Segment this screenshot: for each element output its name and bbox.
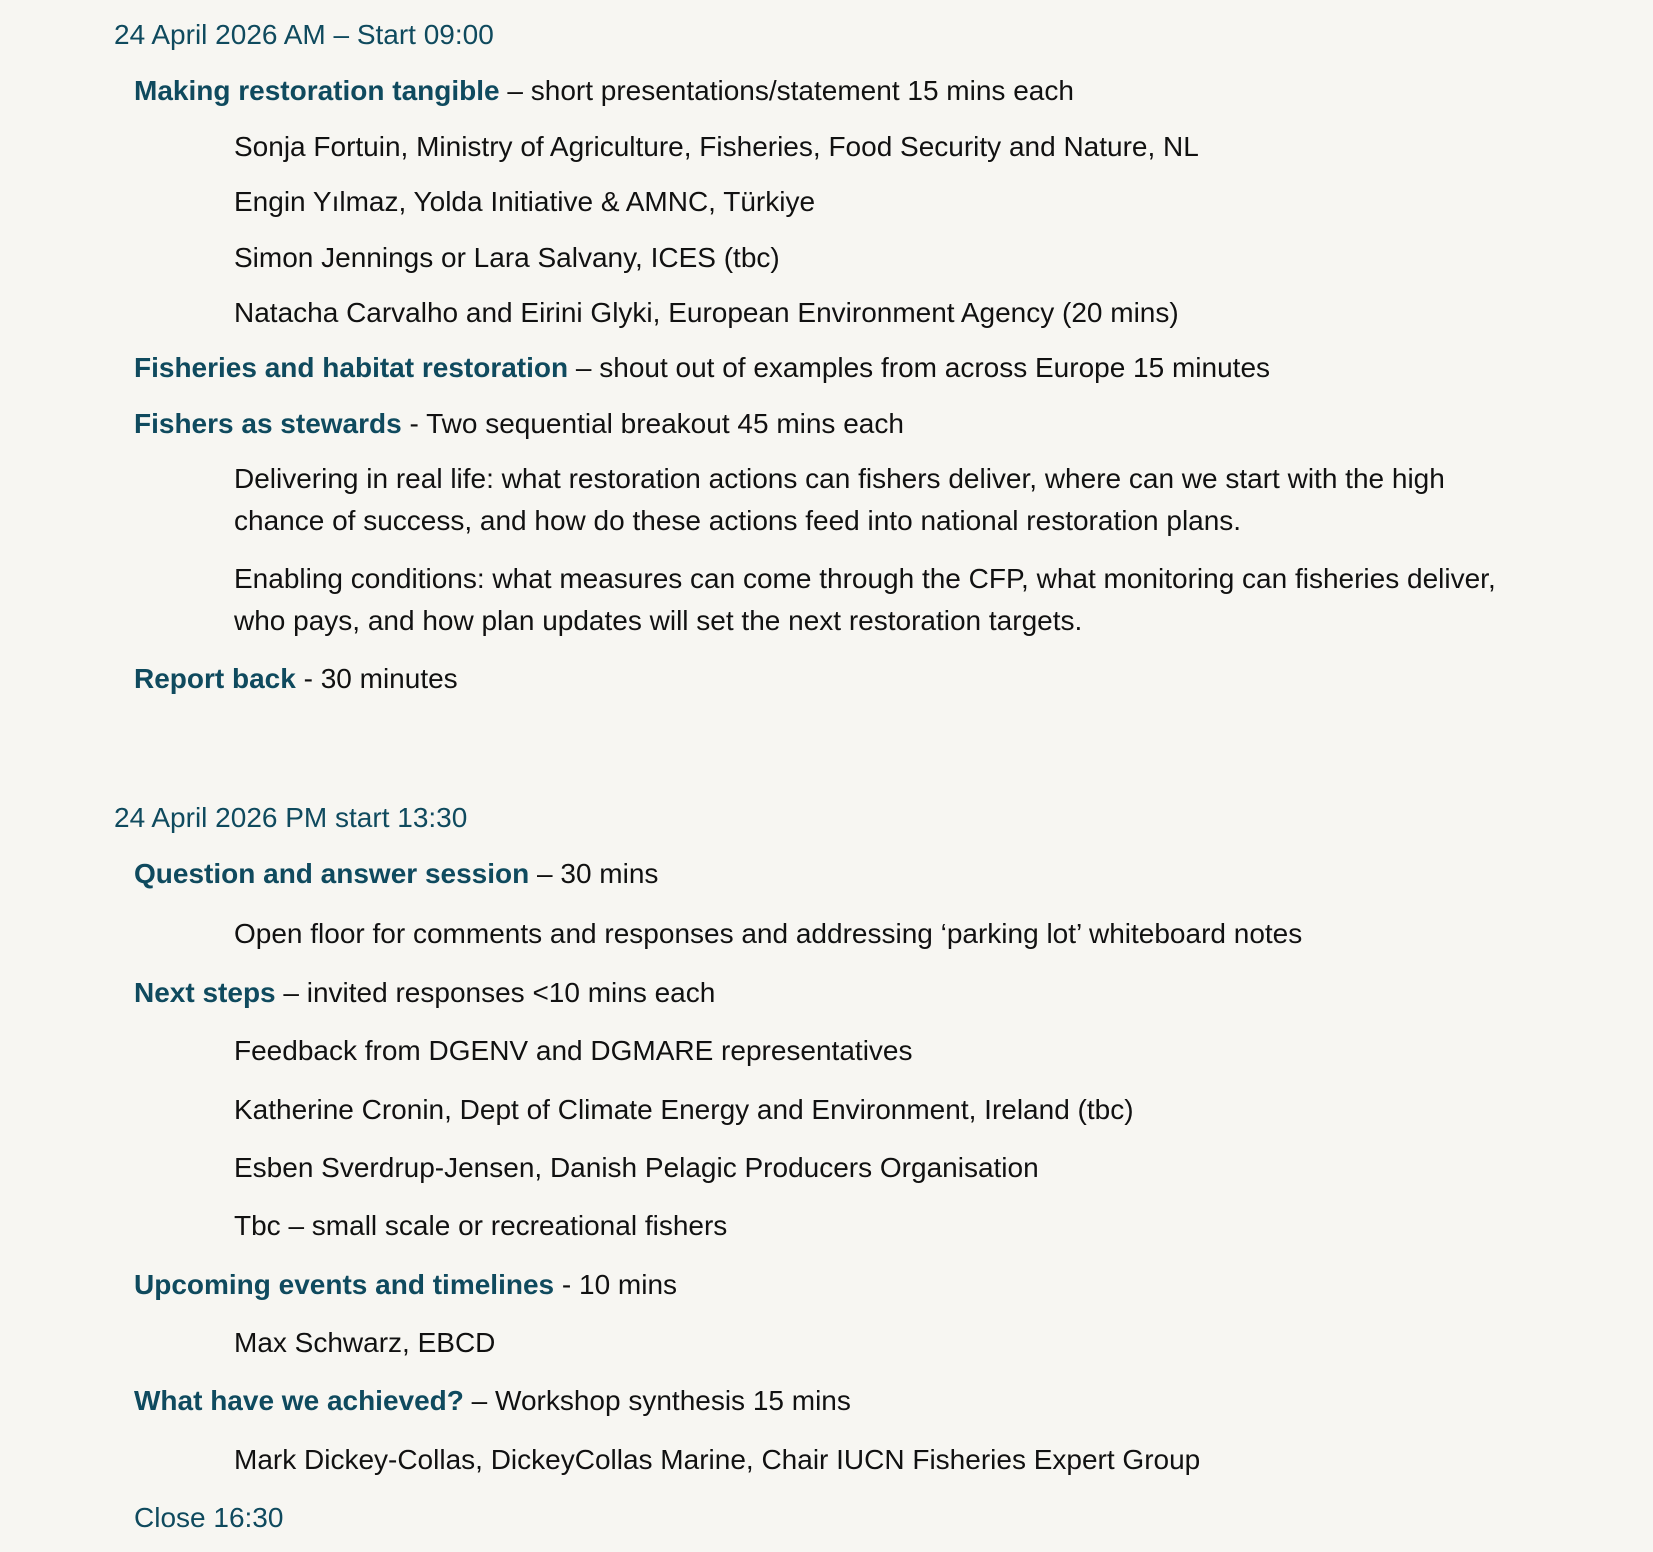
- session-fisheries-habitat-restoration: [134, 347, 1270, 389]
- session-title: Next steps: [134, 977, 276, 1008]
- speaker-item: Esben Sverdrup-Jensen, Danish Pelagic Producers Organisation: [234, 1152, 1039, 1183]
- session-title: Fisheries and habitat restoration: [134, 352, 569, 383]
- session-description: - 30 minutes: [295, 663, 458, 694]
- speaker-item: Sonja Fortuin, Ministry of Agriculture, Fisheries, Food Security and Nature, NL: [234, 131, 1199, 162]
- session-title: Report back: [134, 663, 296, 694]
- session-question-answer: [134, 853, 658, 895]
- session-description: – shout out of examples from across Europe 15 minutes: [568, 352, 1271, 383]
- session-description: - Two sequential breakout 45 mins each: [401, 408, 904, 439]
- breakout-item: Enabling conditions: what measures can come through the CFP, what monitoring can fisheries deliver, who pays, and how plan updates will set the next restoration targets.: [234, 563, 1496, 636]
- session-title: What have we achieved?: [134, 1385, 464, 1416]
- breakout-item: Delivering in real life: what restoration actions can fishers deliver, where can we start with the high chance of success, and how do these actions feed into national restoration plans.: [234, 463, 1445, 536]
- speaker-item: Mark Dickey-Collas, DickeyCollas Marine, Chair IUCN Fisheries Expert Group: [234, 1444, 1201, 1475]
- detail-item: Open floor for comments and responses and addressing ‘parking lot’ whiteboard notes: [234, 918, 1303, 949]
- session-title: Question and answer session: [134, 858, 530, 889]
- session-description: – 30 mins: [529, 858, 659, 889]
- speaker-item: Simon Jennings or Lara Salvany, ICES (tbc): [234, 242, 780, 273]
- session-what-have-we-achieved: [134, 1380, 851, 1422]
- session-title: Fishers as stewards: [134, 408, 402, 439]
- session-description: – Workshop synthesis 15 mins: [463, 1385, 851, 1416]
- speaker-item: Tbc – small scale or recreational fishers: [234, 1210, 728, 1241]
- session-title: Upcoming events and timelines: [134, 1269, 555, 1300]
- morning-heading: 24 April 2026 AM – Start 09:00: [114, 19, 494, 50]
- session-next-steps: [134, 972, 715, 1014]
- session-fishers-as-stewards: [134, 403, 904, 445]
- afternoon-heading: 24 April 2026 PM start 13:30: [114, 802, 468, 833]
- session-title: Making restoration tangible: [134, 75, 500, 106]
- session-description: – short presentations/statement 15 mins each: [499, 75, 1074, 106]
- session-making-restoration-tangible: [134, 70, 1074, 112]
- session-report-back: [134, 658, 458, 700]
- speaker-item: Natacha Carvalho and Eirini Glyki, European Environment Agency (20 mins): [234, 297, 1179, 328]
- speaker-item: Feedback from DGENV and DGMARE representatives: [234, 1035, 913, 1066]
- session-upcoming-events: [134, 1264, 677, 1306]
- speaker-item: Engin Yılmaz, Yolda Initiative & AMNC, Türkiye: [234, 186, 816, 217]
- session-description: – invited responses <10 mins each: [275, 977, 716, 1008]
- speaker-item: Katherine Cronin, Dept of Climate Energy and Environment, Ireland (tbc): [234, 1094, 1134, 1125]
- session-description: - 10 mins: [554, 1269, 678, 1300]
- speaker-item: Max Schwarz, EBCD: [234, 1327, 496, 1358]
- close-time: Close 16:30: [134, 1502, 284, 1533]
